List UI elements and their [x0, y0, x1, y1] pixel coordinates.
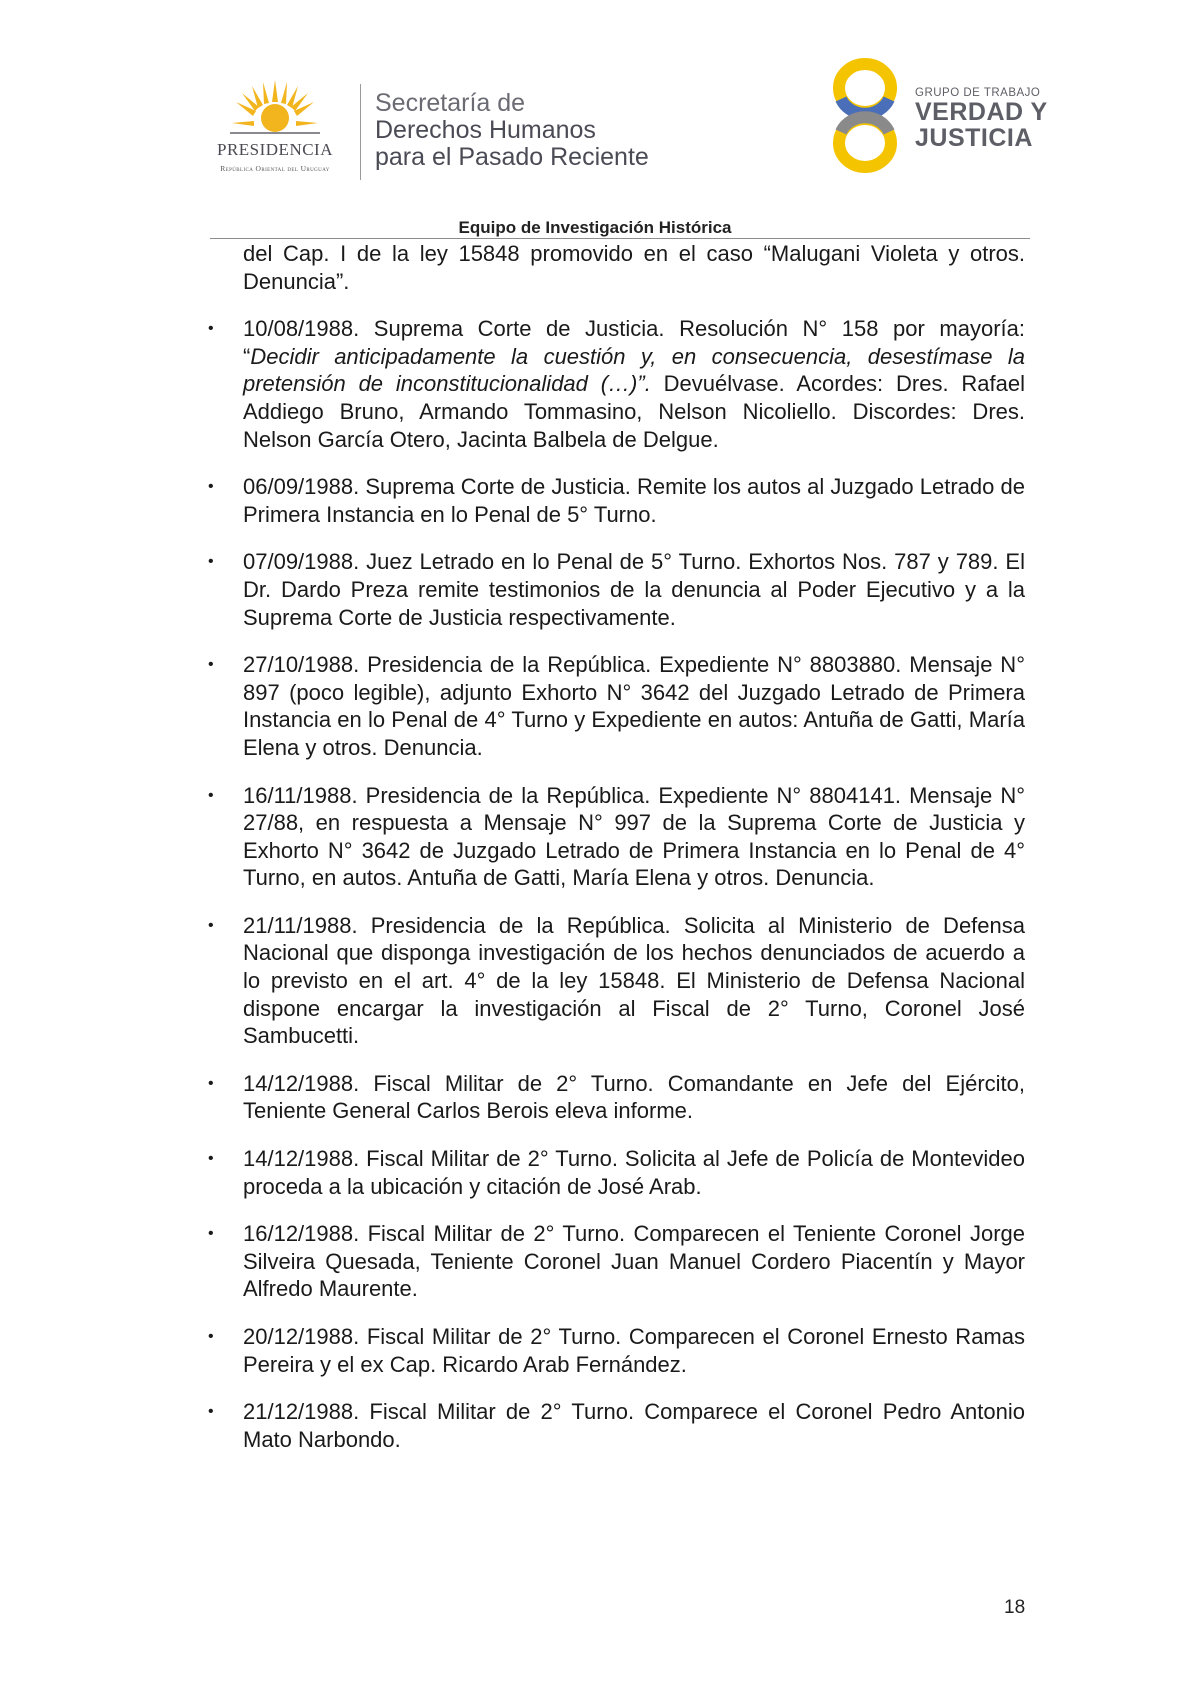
entry-quote: Decidir anticipadamente la cuestión y, en consecuencia, desestímase la pretensión de inconstitucionalidad (…)”. — [243, 343, 1025, 397]
logo-divider — [360, 84, 361, 180]
entry-text: 16/11/1988. Presidencia de la República. Expediente N° 8804141. Mensaje N° 27/88, en respuesta a Mensaje N° 997 de la Suprema Corte de Justicia y Exhorto N° 3642 de Juzgado Letrado de Primera Instancia en lo Penal de 4° Turno, en autos. Antuña de Gatti, María Elena y otros. Denuncia. — [243, 782, 1025, 891]
list-item — [208, 1145, 1025, 1200]
bullet-icon: • — [208, 1403, 214, 1421]
list-item — [208, 782, 1025, 892]
page-number: 18 — [1004, 1597, 1026, 1618]
list-item — [208, 651, 1025, 761]
list-item — [208, 1070, 1025, 1125]
intro-paragraph: del Cap. I de la ley 15848 promovido en el caso “Malugani Violeta y otros. Denuncia”. — [243, 241, 1025, 294]
list-item — [208, 1398, 1025, 1453]
presidencia-subtitle: República Oriental del Uruguay — [220, 164, 330, 173]
secretaria-line-1: Secretaría de — [375, 89, 526, 117]
bullet-icon: • — [208, 320, 214, 338]
entry-text: 16/12/1988. Fiscal Militar de 2° Turno. Comparecen el Teniente Coronel Jorge Silveira Quesada, Teniente Coronel Juan Manuel Cordero Piacentín y Mayor Alfredo Maurente. — [243, 1221, 1025, 1302]
list-item — [208, 548, 1025, 631]
bullet-icon: • — [208, 1074, 214, 1092]
justicia-label: JUSTICIA — [915, 124, 1033, 152]
list-item — [208, 315, 1025, 453]
secretaria-line-2: Derechos Humanos — [375, 116, 596, 144]
verdad-justicia-logo — [825, 55, 1055, 180]
bullet-icon: • — [208, 1150, 214, 1168]
header-rule — [210, 238, 1030, 239]
list-item — [208, 1323, 1025, 1378]
bullet-icon: • — [208, 916, 214, 934]
entry-text: 06/09/1988. Suprema Corte de Justicia. Remite los autos al Juzgado Letrado de Primera Instancia en lo Penal de 5° Turno. — [243, 474, 1025, 527]
rings-logo-icon — [825, 55, 905, 180]
bullet-icon: • — [208, 553, 214, 571]
chronology-list — [208, 315, 1025, 1453]
secretaria-line-3: para el Pasado Reciente — [375, 143, 649, 171]
list-item — [208, 1220, 1025, 1303]
entry-text: 10/08/1988. Suprema Corte de Justicia. Resolución N° 158 por mayoría: “ — [243, 316, 1025, 369]
verdad-justicia-text — [915, 87, 1048, 151]
entry-text: 14/12/1988. Fiscal Militar de 2° Turno. Comandante en Jefe del Ejército, Teniente General Carlos Berois eleva informe. — [243, 1070, 1025, 1124]
entry-text-continued: Devuélvase. Acordes: Dres. Rafael Addiego Bruno, Armando Tommasino, Nelson Nicoliello. Discordes: Dres. Nelson García Otero, Jacinta Balbela de Delgue. — [243, 371, 1025, 452]
document-body — [208, 240, 1025, 1473]
bullet-icon: • — [208, 1328, 214, 1345]
sun-emblem-icon — [230, 78, 320, 140]
bullet-icon: • — [208, 656, 214, 674]
entry-text: 07/09/1988. Juez Letrado en lo Penal de 5° Turno. Exhortos Nos. 787 y 789. El Dr. Dardo Preza remite testimonios de la denuncia al Poder Ejecutivo y a la Suprema Corte de Justicia respectivamente. — [243, 549, 1025, 630]
department-title: Equipo de Investigación Histórica — [458, 218, 732, 237]
bullet-icon: • — [208, 1225, 214, 1243]
secretaria-title — [375, 90, 649, 171]
list-item — [208, 473, 1025, 528]
verdad-label: VERDAD Y — [915, 98, 1048, 126]
grupo-label: GRUPO DE TRABAJO — [915, 87, 1041, 99]
entry-text: 27/10/1988. Presidencia de la República. Expediente N° 8803880. Mensaje N° 897 (poco legible), adjunto Exhorto N° 3642 del Juzgado Letrado de Primera Instancia en lo Penal de 4° Turno y Expediente en autos: Antuña de Gatti, María Elena y otros. Denuncia. — [243, 652, 1025, 760]
presidencia-logo — [195, 78, 355, 178]
bullet-icon: • — [208, 786, 214, 804]
entry-text: 21/11/1988. Presidencia de la República. Solicita al Ministerio de Defensa Nacional que disponga investigación de los hechos denunciados de acuerdo a lo previsto en el art. 4° de la ley 15848. El Ministerio de Defensa Nacional dispone encargar la investigación al Fiscal de 2° Turno, Coronel José Sambucetti. — [243, 912, 1025, 1049]
entry-text: 20/12/1988. Fiscal Militar de 2° Turno. Comparecen el Coronel Ernesto Ramas Pereira y el ex Cap. Ricardo Arab Fernández. — [243, 1324, 1025, 1377]
bullet-icon: • — [208, 478, 214, 496]
presidencia-name: PRESIDENCIA — [216, 140, 333, 159]
entry-text: 21/12/1988. Fiscal Militar de 2° Turno. Comparece el Coronel Pedro Antonio Mato Narbondo. — [243, 1399, 1025, 1452]
entry-text: 14/12/1988. Fiscal Militar de 2° Turno. Solicita al Jefe de Policía de Montevideo proceda a la ubicación y citación de José Arab. — [243, 1146, 1025, 1199]
list-item — [208, 912, 1025, 1050]
